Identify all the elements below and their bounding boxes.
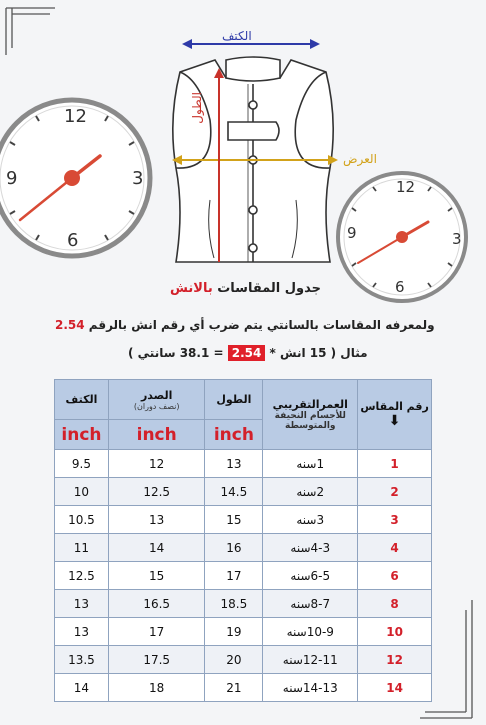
clock-small-12: 12 <box>396 178 416 196</box>
size-table <box>54 379 432 702</box>
cell-shoulder: 12.5 <box>55 562 109 590</box>
col-header-age <box>263 380 358 450</box>
cell-size: 1 <box>358 450 432 478</box>
clock-small-6: 6 <box>395 278 405 296</box>
example-part2: = 38.1 سانتي ) <box>128 346 224 360</box>
conversion-info <box>55 318 435 332</box>
cell-size: 3 <box>358 506 432 534</box>
conversion-text: ولمعرفه المقاسات بالسانتي يتم ضرب أي رقم انش بالرقم <box>88 318 435 332</box>
clock-small-9: 9 <box>347 224 357 242</box>
table-row <box>55 590 432 618</box>
length-label: الطول <box>190 92 204 124</box>
cell-length: 19 <box>205 618 263 646</box>
col-header-length: الطول <box>205 380 263 420</box>
cell-chest: 12.5 <box>108 478 205 506</box>
cell-age: 1سنه <box>263 450 358 478</box>
cell-chest: 12 <box>108 450 205 478</box>
title-text: جدول المقاسات <box>217 281 322 296</box>
cell-age: 6-5سنه <box>263 562 358 590</box>
cell-age: 12-11سنه <box>263 646 358 674</box>
col-header-chest <box>108 380 205 420</box>
title-highlight: بالانش <box>170 281 213 296</box>
cell-chest: 18 <box>108 674 205 702</box>
cell-shoulder: 10 <box>55 478 109 506</box>
cell-shoulder: 13 <box>55 590 109 618</box>
table-row <box>55 562 432 590</box>
cell-shoulder: 13.5 <box>55 646 109 674</box>
width-label: العرض <box>343 152 377 166</box>
cell-length: 14.5 <box>205 478 263 506</box>
col-header-size <box>358 380 432 450</box>
table-row <box>55 618 432 646</box>
cell-chest: 14 <box>108 534 205 562</box>
size-table-body <box>55 450 432 702</box>
cell-length: 15 <box>205 506 263 534</box>
unit-shoulder: inch <box>55 420 109 450</box>
example-part1: مثال ( 15 انش * <box>269 346 368 360</box>
clock-large-3: 3 <box>132 168 144 189</box>
chest-header-sub: (نصف دوران) <box>133 401 180 411</box>
clock-small-3: 3 <box>452 230 462 248</box>
age-header-sub: للأجسام النحيفة والمتوسطة <box>274 411 346 431</box>
unit-chest: inch <box>108 420 205 450</box>
unit-length: inch <box>205 420 263 450</box>
clock-large-12: 12 <box>64 106 87 127</box>
size-chart-title <box>170 281 321 296</box>
cell-size: 2 <box>358 478 432 506</box>
arrow-down-icon: ⬇ <box>388 413 401 429</box>
cell-size: 4 <box>358 534 432 562</box>
cell-shoulder: 14 <box>55 674 109 702</box>
cell-size: 10 <box>358 618 432 646</box>
size-header-label: رقم المقاس <box>360 400 429 413</box>
cell-age: 14-13سنه <box>263 674 358 702</box>
example-highlight: 2.54 <box>228 345 266 361</box>
cell-chest: 17.5 <box>108 646 205 674</box>
cell-age: 3سنه <box>263 506 358 534</box>
cell-age: 10-9سنه <box>263 618 358 646</box>
cell-size: 6 <box>358 562 432 590</box>
conversion-example <box>128 346 368 360</box>
cell-shoulder: 9.5 <box>55 450 109 478</box>
cell-length: 21 <box>205 674 263 702</box>
cell-age: 2سنه <box>263 478 358 506</box>
cell-length: 13 <box>205 450 263 478</box>
chest-header-label: الصدر <box>140 388 173 402</box>
cell-shoulder: 13 <box>55 618 109 646</box>
table-row <box>55 478 432 506</box>
table-row <box>55 450 432 478</box>
cell-shoulder: 11 <box>55 534 109 562</box>
cell-length: 18.5 <box>205 590 263 618</box>
col-header-shoulder: الكتف <box>55 380 109 420</box>
cell-age: 8-7سنه <box>263 590 358 618</box>
table-row <box>55 506 432 534</box>
cell-length: 20 <box>205 646 263 674</box>
shoulder-label: الكتف <box>222 29 252 43</box>
cell-size: 8 <box>358 590 432 618</box>
cell-chest: 16.5 <box>108 590 205 618</box>
age-header-label: العمرالتقريبي <box>272 398 348 411</box>
cell-size: 14 <box>358 674 432 702</box>
cell-length: 16 <box>205 534 263 562</box>
clock-large-9: 9 <box>6 168 18 189</box>
cell-chest: 15 <box>108 562 205 590</box>
table-row <box>55 674 432 702</box>
cell-age: 4-3سنه <box>263 534 358 562</box>
cell-shoulder: 10.5 <box>55 506 109 534</box>
cell-length: 17 <box>205 562 263 590</box>
cell-size: 12 <box>358 646 432 674</box>
table-row <box>55 646 432 674</box>
cell-chest: 13 <box>108 506 205 534</box>
table-row <box>55 534 432 562</box>
clock-large-6: 6 <box>67 230 79 251</box>
cell-chest: 17 <box>108 618 205 646</box>
conversion-number: 2.54 <box>55 318 85 332</box>
